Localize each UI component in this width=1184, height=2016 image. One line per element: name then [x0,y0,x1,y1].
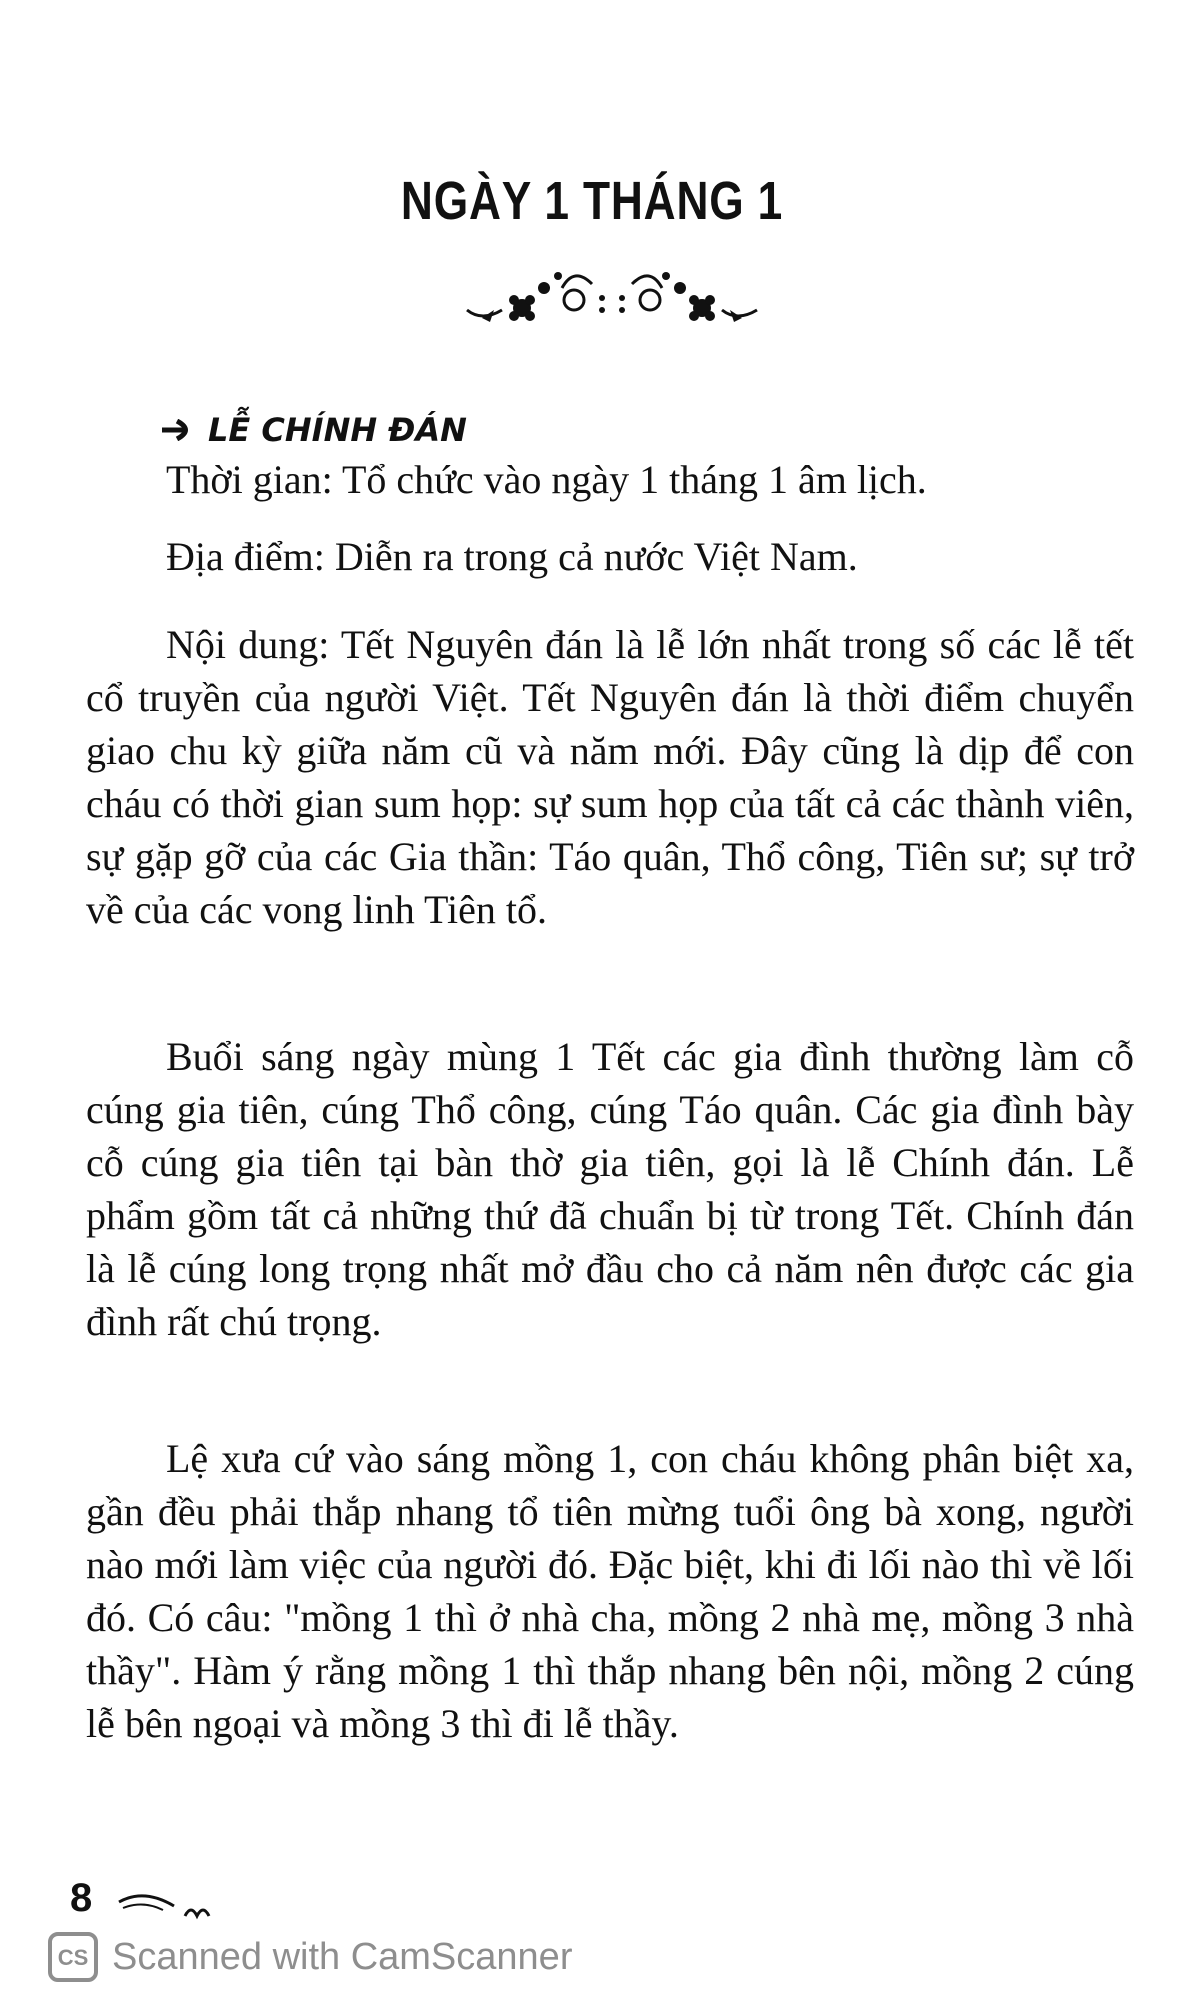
section-heading [160,405,467,455]
swash-icon [115,1890,255,1926]
floral-divider-icon [462,258,762,338]
page-title: NGÀY 1 THÁNG 1 [400,171,784,231]
camscanner-logo-icon [48,1932,98,1982]
paragraph-custom: Lệ xưa cứ vào sáng mồng 1, con cháu không phân biệt xa, gần đều phải thắp nhang tổ tiên mừng tuổi ông bà xong, người nào mới làm việc của người đó. Đặc biệt, khi đi lối nào thì về lối đó. Có câu: "mồng 1 thì ở nhà cha, mồng 2 nhà mẹ, mồng 3 nhà thầy". Hàm ý rằng mồng 1 thì thắp nhang bên nội, mồng 2 cúng lễ bên ngoại và mồng 3 thì đi lễ thầy. [86,1436,1134,1746]
watermark-text: Scanned with CamScanner [112,1935,573,1978]
arrow-bullet-icon [160,419,194,441]
page-number: 8 [70,1876,93,1920]
section-heading-label: LỄ CHÍNH ĐÁN [208,411,467,449]
camscanner-watermark [48,1932,572,1982]
camscanner-logo-text: CS [57,1945,89,1970]
paragraph-time: Thời gian: Tổ chức vào ngày 1 tháng 1 âm lịch. [166,457,927,502]
paragraph-morning: Buổi sáng ngày mùng 1 Tết các gia đình thường làm cỗ cúng gia tiên, cúng Thổ công, cúng Táo quân. Các gia đình bày cỗ cúng gia tiên tại bàn thờ gia tiên, gọi là lễ Chính đán. Lễ phẩm gồm tất cả những thứ đã chuẩn bị từ trong Tết. Chính đán là lễ cúng long trọng nhất mở đầu cho cả năm nên được các gia đình rất chú trọng. [86,1034,1134,1344]
paragraph-content: Nội dung: Tết Nguyên đán là lễ lớn nhất trong số các lễ tết cổ truyền của người Việt. Tết Nguyên đán là thời điểm chuyển giao chu kỳ giữa năm cũ và năm mới. Đây cũng là dịp để con cháu có thời gian sum họp: sự sum họp của tất cả các thành viên, sự gặp gỡ của các Gia thần: Táo quân, Thổ công, Tiên sư; sự trở về của các vong linh Tiên tổ. [86,622,1134,932]
paragraph-location: Địa điểm: Diễn ra trong cả nước Việt Nam. [166,534,858,579]
